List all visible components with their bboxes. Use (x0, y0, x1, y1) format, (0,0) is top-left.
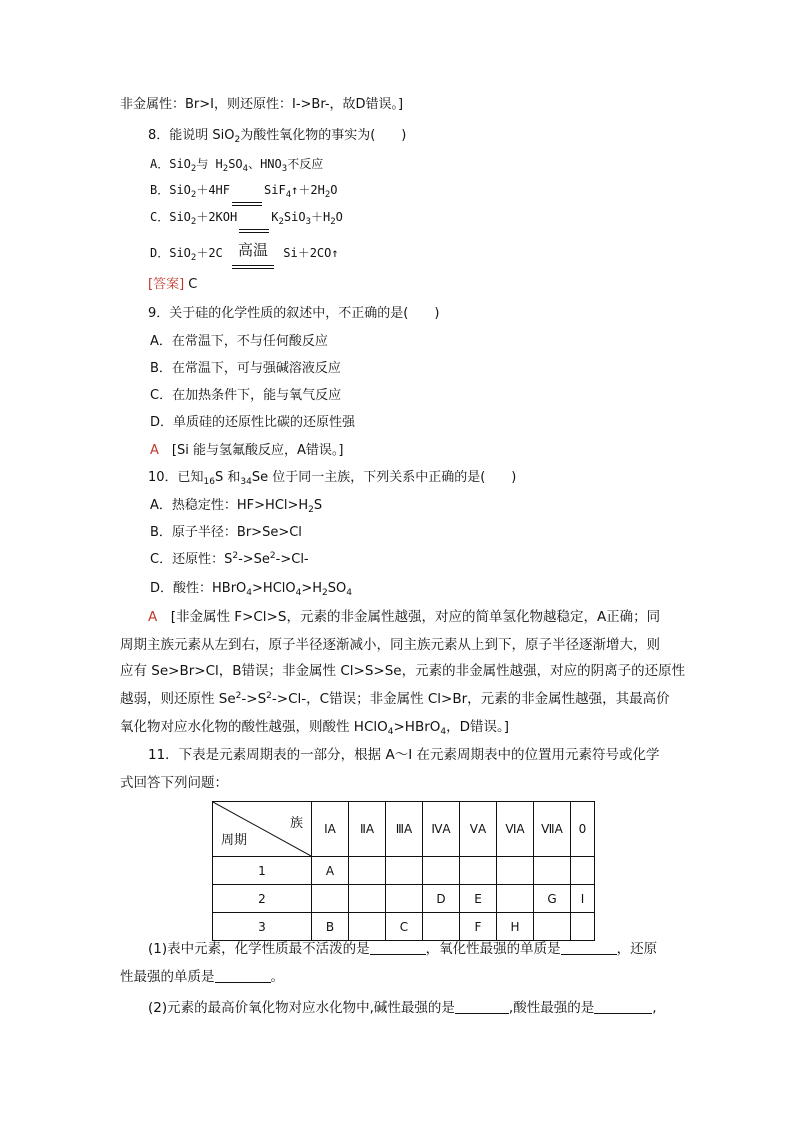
intro-line: 非金属性：Br>I，则还原性：I->Br-，故D错误。] (120, 97, 404, 112)
q11-stem-1: 11．下表是元素周期表的一部分，根据 A～I 在元素周期表中的位置用元素符号或化学 (148, 747, 660, 763)
q8-option-c: C．SiO$_2$＋2KOH $K_2SiO_3+H_2O$ (150, 210, 343, 227)
answer-blank[interactable] (594, 1000, 652, 1014)
element-cell (571, 857, 595, 885)
group-header: ⅠA (312, 802, 349, 857)
table-row (213, 913, 595, 941)
group-header: ⅦA (534, 802, 571, 857)
q9-option-a: A．在常温下，不与任何酸反应 (150, 334, 328, 349)
q9-option-b: B．在常温下，可与强碱溶液反应 (150, 361, 341, 376)
q11-part1-line1: (1)表中元素，化学性质最不活泼的是 ，氧化性最强的单质是 ，还原 (148, 941, 658, 957)
group-header: ⅢA (386, 802, 423, 857)
q11-part1-line2: 性最强的单质是 。 (120, 969, 284, 985)
element-cell: B (312, 913, 349, 941)
q10-explanation-3: 应有 Se>Br>Cl，B错误；非金属性 Cl>S>Se，元素的非金属性越强，对应的阴离子的还原性 (120, 663, 686, 679)
answer-blank[interactable] (215, 969, 271, 983)
q8-answer: [答案] C (148, 277, 198, 292)
element-cell (349, 857, 386, 885)
element-cell: F (460, 913, 497, 941)
element-cell (423, 857, 460, 885)
element-cell (497, 857, 534, 885)
table-corner-cell: 族 周期 (213, 802, 312, 857)
element-cell (349, 885, 386, 913)
q9-option-d: D．单质硅的还原性比碳的还原性强 (150, 415, 356, 430)
answer-blank[interactable] (455, 1000, 509, 1014)
element-cell (386, 857, 423, 885)
group-header: ⅡA (349, 802, 386, 857)
q10-option-a: A．热稳定性：$HF>HCl>H_2S$ (150, 498, 323, 515)
element-cell (460, 857, 497, 885)
element-cell: D (423, 885, 460, 913)
element-cell: H (497, 913, 534, 941)
answer-blank[interactable] (370, 941, 426, 955)
q10-stem: 10．已知$_{16}$S 和$_{34}$Se 位于同一主族，下列关系中正确的是( ) (148, 470, 517, 487)
periodic-table-fragment (212, 801, 595, 941)
q10-option-c: C．还原性：$S^2->Se^2->Cl-$ (150, 551, 309, 567)
element-cell (312, 885, 349, 913)
table-row (213, 857, 595, 885)
q8-stem: 8．能说明 SiO$_2$为酸性氧化物的事实为( ) (148, 128, 407, 145)
q8-option-a: A．SiO$_2$与 $H_2SO_4$、$HNO_3$不反应 (150, 157, 324, 174)
element-cell: E (460, 885, 497, 913)
q10-explanation-1: A [非金属性 F>Cl>S，元素的非金属性越强，对应的简单氢化物越稳定，A正确；同 (148, 609, 661, 625)
answer-blank[interactable] (561, 941, 617, 955)
element-cell: G (534, 885, 571, 913)
element-cell (497, 885, 534, 913)
table-header-row (213, 802, 595, 857)
element-cell (423, 913, 460, 941)
element-cell (534, 857, 571, 885)
q9-option-c: C．在加热条件下，能与氧气反应 (150, 388, 342, 403)
q9-explanation: A [Si 能与氢氟酸反应，A错误。] (150, 443, 344, 458)
q10-explanation-2: 周期主族元素从左到右，原子半径逐渐减小，同主族元素从上到下，原子半径逐渐增大，则 (120, 637, 660, 653)
element-cell: A (312, 857, 349, 885)
q8-option-b: B．SiO$_2$＋4HF $SiF_4↑+2H_2O$ (150, 183, 338, 200)
group-header: 0 (571, 802, 595, 857)
q10-option-b: B．原子半径：Br>Se>Cl (150, 525, 302, 540)
group-header: ⅤA (460, 802, 497, 857)
table-row (213, 885, 595, 913)
group-header: ⅣA (423, 802, 460, 857)
period-cell: 3 (213, 913, 312, 941)
element-cell (571, 913, 595, 941)
period-cell: 1 (213, 857, 312, 885)
period-cell: 2 (213, 885, 312, 913)
element-cell: C (386, 913, 423, 941)
q11-part2-line1: (2)元素的最高价氧化物对应水化物中,碱性最强的是 ,酸性最强的是 , (148, 1000, 657, 1016)
q10-option-d: D．酸性：$HBrO_4>HClO_4>H_2SO_4$ (150, 581, 352, 598)
element-cell (386, 885, 423, 913)
q11-stem-2: 式回答下列问题： (120, 775, 228, 791)
element-cell (534, 913, 571, 941)
q9-stem: 9．关于硅的化学性质的叙述中，不正确的是( ) (148, 306, 440, 321)
q8-option-d: D．SiO$_2$＋2C 高温 Si＋2CO↑ (150, 241, 339, 263)
element-cell (349, 913, 386, 941)
q10-explanation-4: 越弱，则还原性 $Se^2->S^2->Cl-$，C错误；非金属性 Cl>Br，元素的非金属性越强，其最高价 (120, 691, 670, 707)
q10-explanation-5: 氧化物对应水化物的酸性越强，则酸性 HClO$_4$>HBrO$_4$，D错误。] (120, 719, 510, 737)
element-cell: I (571, 885, 595, 913)
group-header: ⅥA (497, 802, 534, 857)
